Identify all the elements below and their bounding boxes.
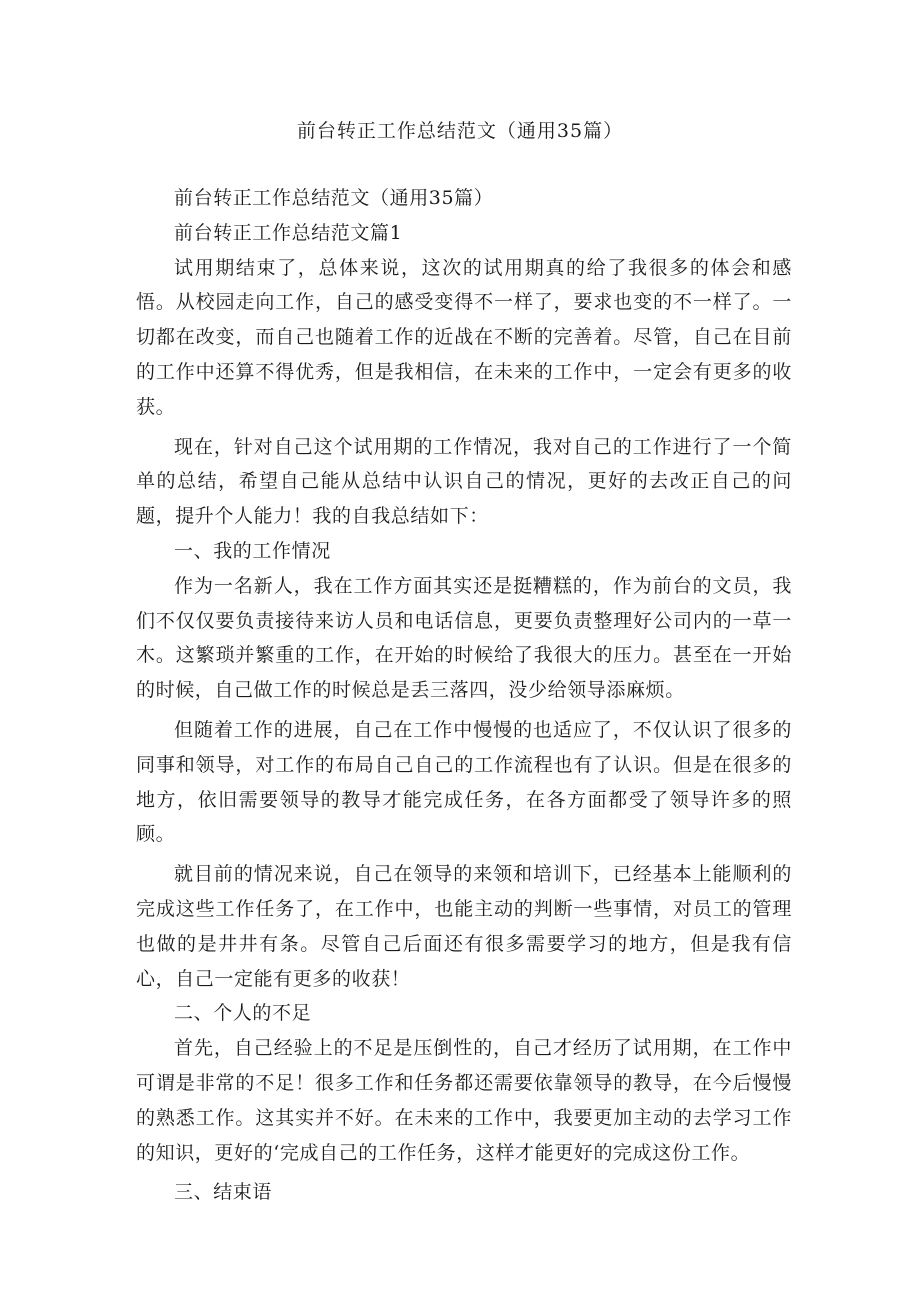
section-heading-article-1: 前台转正工作总结范文篇1 (174, 221, 403, 244)
body-paragraph: 但随着工作的进展，自己在工作中慢慢的也适应了，不仅认识了很多的同事和领导，对工作的布局自己自己的工作流程也有了认识。但是在很多的地方，依旧需要领导的教导才能完成任务，在各方面都受了领导许多的照顾。 (136, 718, 792, 846)
section-heading-work-situation: 一、我的工作情况 (174, 539, 331, 562)
body-paragraph: 现在，针对自己这个试用期的工作情况，我对自己的工作进行了一个简单的总结，希望自己能从总结中认识自己的情况，更好的去改正自己的问题，提升个人能力！我的自我总结如下： (136, 435, 792, 528)
document-body (136, 181, 792, 1210)
section-heading-conclusion: 三、结束语 (174, 1181, 273, 1204)
body-paragraph: 作为一名新人，我在工作方面其实还是挺糟糕的，作为前台的文员，我们不仅仅要负责接待来访人员和电话信息，更要负责整理好公司内的一草一木。这繁琐并繁重的工作，在开始的时候给了我很大的压力。甚至在一开始的时候，自己做工作的时候总是丢三落四，没少给领导添麻烦。 (136, 574, 792, 702)
document-title: 前台转正工作总结范文（通用35篇） (296, 120, 624, 142)
body-paragraph: 试用期结束了，总体来说，这次的试用期真的给了我很多的体会和感悟。从校园走向工作，自己的感受变得不一样了，要求也变的不一样了。一切都在改变，而自己也随着工作的近战在不断的完善着。尽管，自己在目前的工作中还算不得优秀，但是我相信，在未来的工作中，一定会有更多的收获。 (136, 256, 792, 418)
section-heading-shortcomings: 二、个人的不足 (174, 1002, 312, 1025)
subtitle-paragraph: 前台转正工作总结范文（通用35篇） (174, 187, 494, 209)
body-paragraph: 就目前的情况来说，自己在领导的来领和培训下，已经基本上能顺利的完成这些工作任务了，在工作中，也能主动的判断一些事情，对员工的管理也做的是井井有条。尽管自己后面还有很多需要学习的地方，但是我有信心，自己一定能有更多的收获！ (136, 863, 792, 990)
body-paragraph: 首先，自己经验上的不足是压倒性的，自己才经历了试用期，在工作中可谓是非常的不足！很多工作和任务都还需要依靠领导的教导，在今后慢慢的熟悉工作。这其实并不好。在未来的工作中，我要更加主动的去学习工作的知识，更好的‘完成自己的工作任务，这样才能更好的完成这份工作。 (136, 1037, 792, 1164)
